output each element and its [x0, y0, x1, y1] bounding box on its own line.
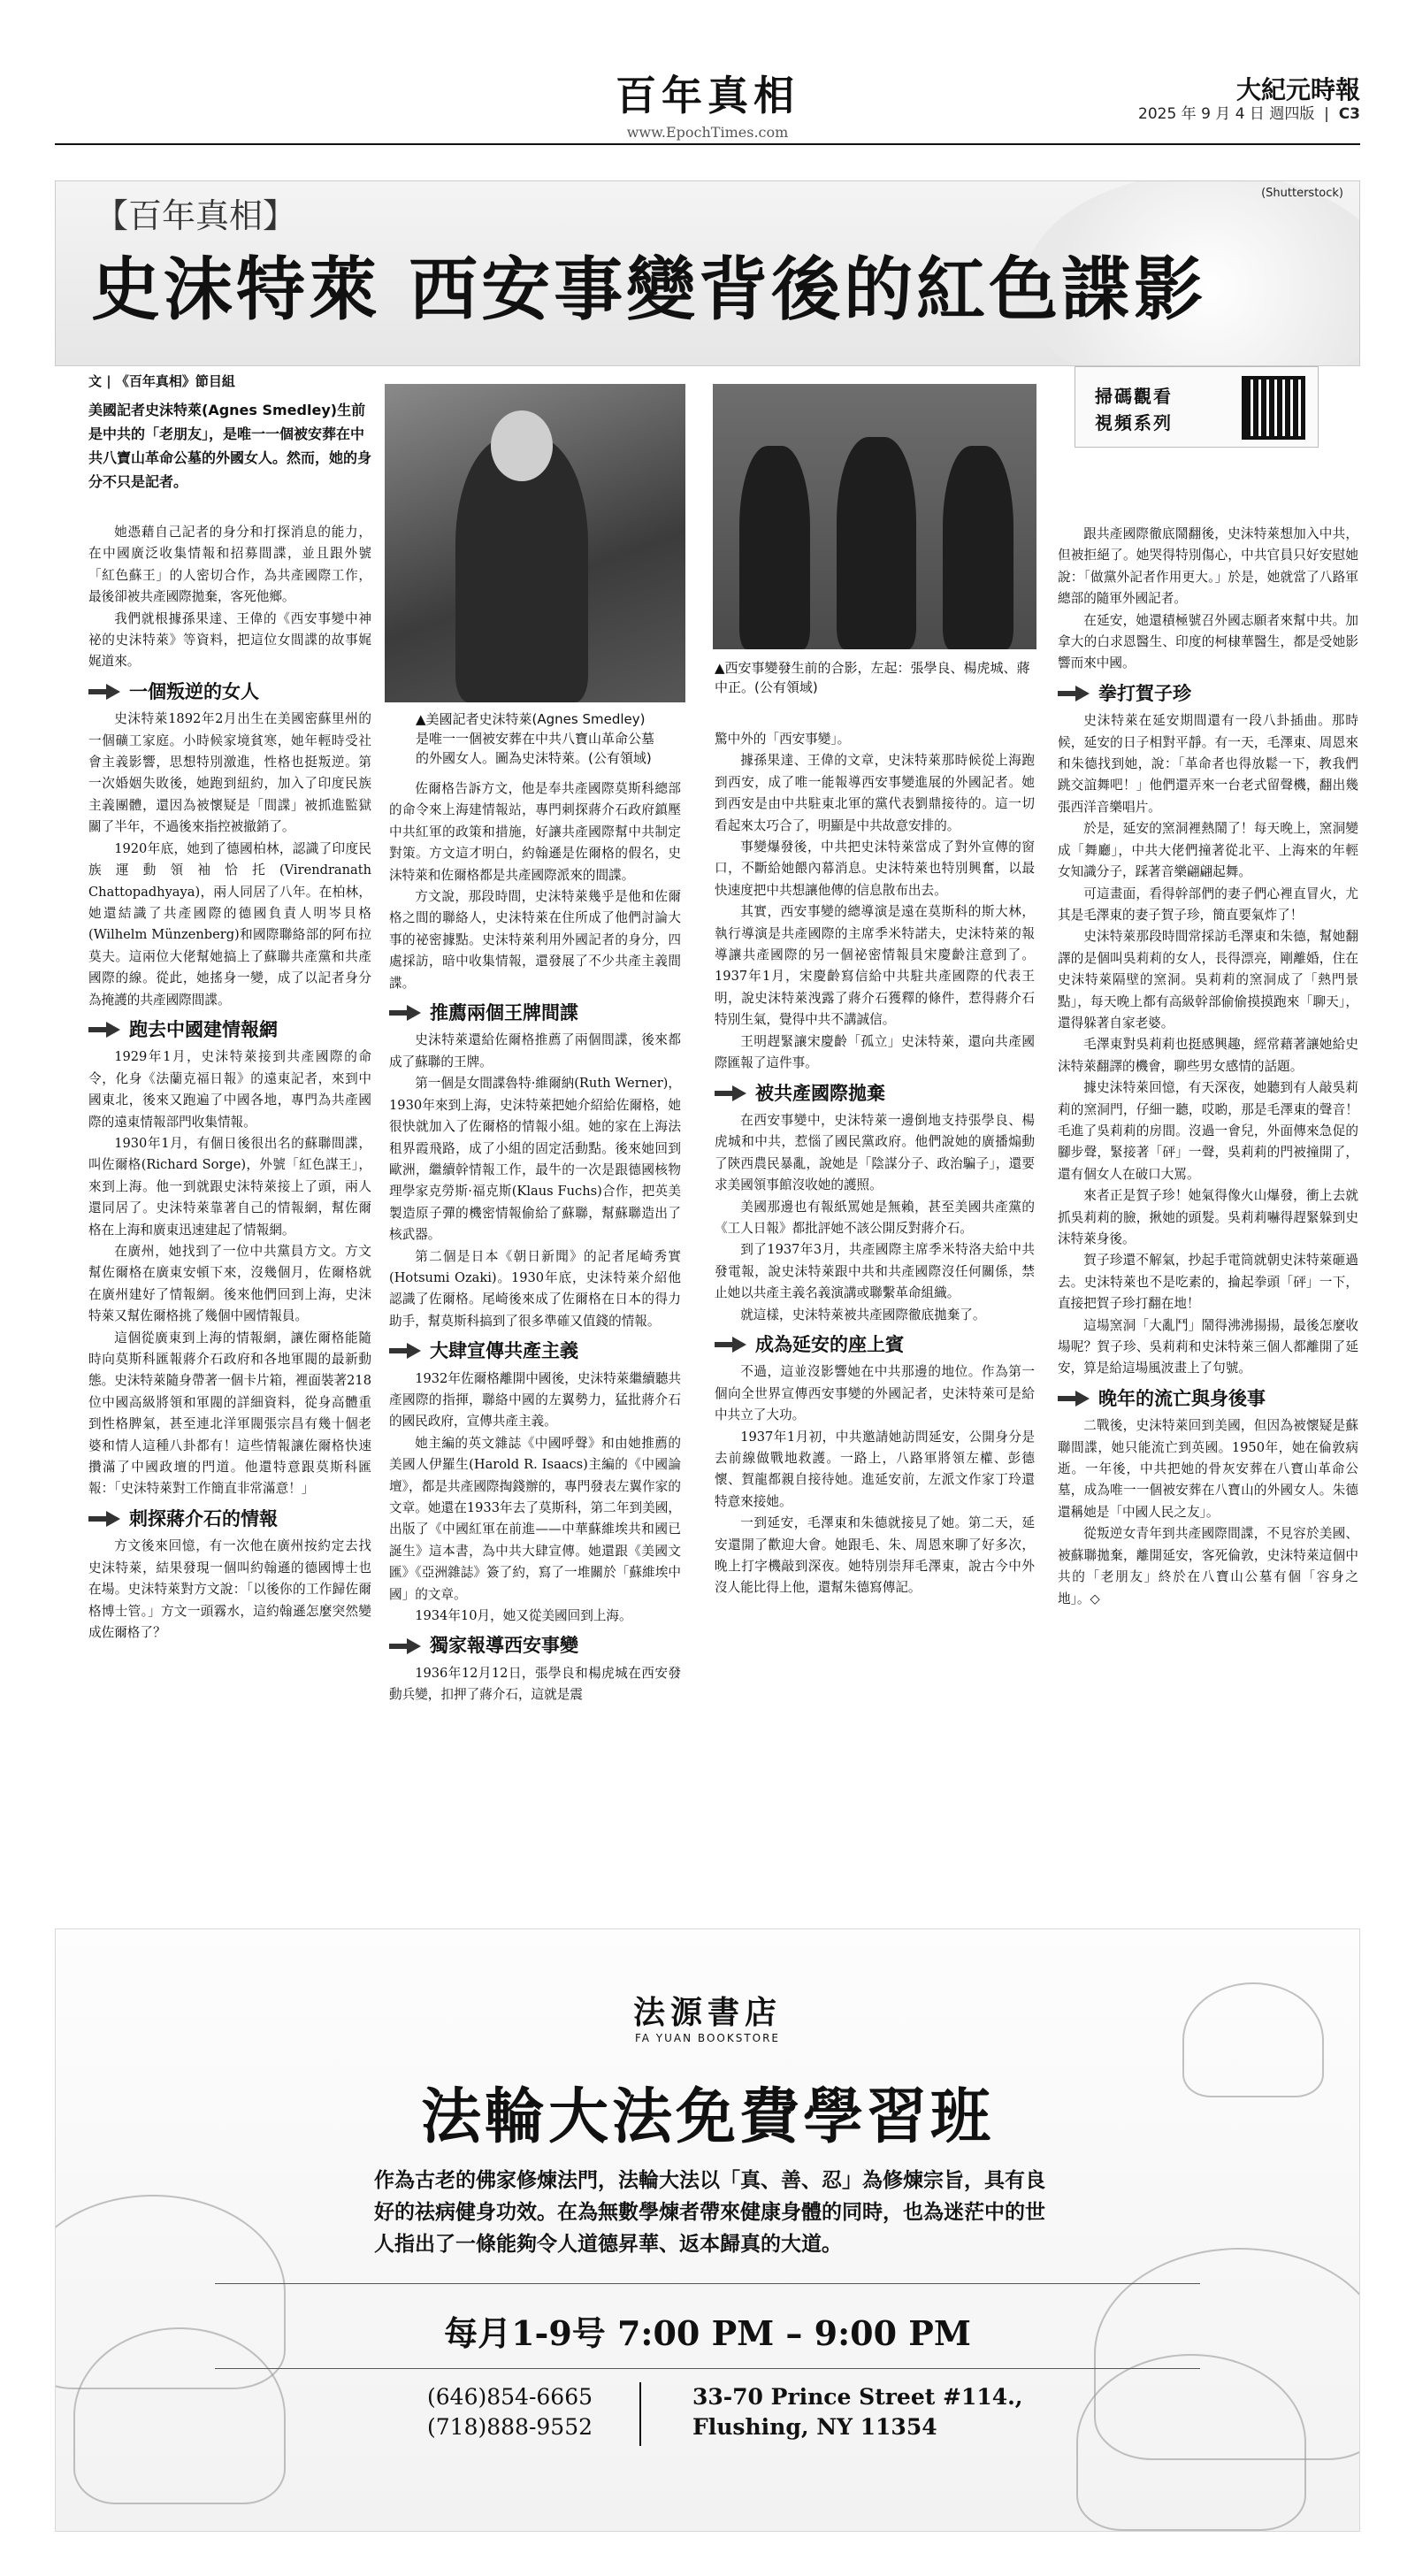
- paragraph: 在延安，她還積極號召外國志願者來幫中共。加拿大的白求恩醫生、印度的柯棣華醫生，都是受她影響而來中國。: [1058, 612, 1358, 671]
- paragraph: 方文後來回憶，有一次他在廣州按約定去找史沫特萊，結果發現一個叫約翰遜的德國博士也在場。史沫特萊對方文說：「以後你的工作歸佐爾格博士管。」方文一頭霧水，這約翰遜怎麼突然變成佐爾格了？: [88, 1538, 371, 1640]
- photo-xian-group: [713, 384, 1036, 649]
- arrow-icon: [389, 1343, 421, 1359]
- paragraph: 於是，延安的窯洞裡熱鬧了！每天晚上，窯洞變成「舞廳」，中共大佬們撞著從北平、上海來的年輕女知識分子，踩著音樂翩翩起舞。: [1058, 821, 1358, 880]
- arrow-icon: [88, 1022, 120, 1038]
- paragraph: 據孫果達、王偉的文章，史沫特萊那時候從上海跑到西安，成了唯一能報導西安事變進展的外國記者。她到西安是由中共駐東北軍的黨代表劉鼎接待的。這一切看起來太巧合了，明顯是中共故意安排的。: [715, 753, 1035, 833]
- paragraph: 不過，這並沒影響她在中共那邊的地位。作為第一個向全世界宣傳西安事變的外國記者，史沫特萊可是給中共立了大功。: [715, 1364, 1035, 1423]
- person-yang: [837, 437, 916, 649]
- person-head: [491, 410, 553, 481]
- paragraph: 佐爾格告訴方文，他是奉共產國際莫斯科總部的命令來上海建情報站，專門刺探蔣介石政府鎮壓中共紅軍的政策和措施，好讓共產國際幫中共制定對策。方文這才明白，約翰遜是佐爾格的假名，史沫特萊和佐爾格都是共產國際派來的間諜。: [389, 781, 681, 883]
- headline-banner: [55, 180, 1360, 366]
- video-promo-box[interactable]: [1075, 366, 1319, 448]
- arrow-icon: [715, 1085, 746, 1101]
- arrow-icon: [389, 1005, 421, 1021]
- paragraph: 1920年底，她到了德國柏林，認識了印度民族運動領袖恰托(Virendranath Chattopadhyaya)，兩人同居了八年。在柏林，她還結識了共產國際的德國負責人明岑貝格(Wilhelm Münzenberg)和國際聯絡部的阿布拉莫夫。這兩位大佬幫她搞上了蘇聯共產黨和共產國際的線。從此，她搖身一變，成了以記者身分為掩護的共產國際間諜。: [88, 840, 371, 1008]
- ad-title: 法輪大法免費學習班: [420, 2082, 994, 2152]
- arrow-icon: [389, 1638, 421, 1654]
- arrow-icon: [1058, 686, 1090, 702]
- subhead: [88, 1019, 371, 1040]
- paragraph: 史沫特萊那段時間常採訪毛澤東和朱德，幫她翻譯的是個叫吳莉莉的女人，長得漂亮，剛離婚，住在史沫特萊隔壁的窯洞。吳莉莉的窯洞成了「熱門景點」，每天晚上都有高級幹部偷偷摸摸跑來「聊天」，還得躲著自家老婆。: [1058, 929, 1358, 1031]
- paragraph: 我們就根據孫果達、王偉的《西安事變中神祕的史沫特萊》等資料，把這位女間諜的故事娓娓道來。: [88, 610, 371, 670]
- date-text: 2025 年 9 月 4 日 週四版: [1138, 105, 1315, 123]
- masthead-rule: [55, 143, 1360, 145]
- paragraph: 美國那邊也有報紙罵她是無賴，甚至美國共產黨的《工人日報》都批評她不該公開反對蔣介石。: [715, 1199, 1035, 1236]
- qr-code-icon[interactable]: [1242, 376, 1305, 440]
- headline: 史沫特萊 西安事變背後的紅色諜影: [91, 250, 1207, 330]
- person-chiang: [943, 446, 1013, 649]
- class-schedule: 每月1-9号 7:00 PM – 9:00 PM: [444, 2313, 971, 2353]
- subhead-text: 一個叛逆的女人: [129, 680, 259, 702]
- paragraph: 來者正是賀子珍！她氣得像火山爆發，衝上去就抓吳莉莉的臉，揪她的頭髮。吳莉莉嚇得趕緊躲到史沫特萊身後。: [1058, 1188, 1358, 1246]
- divider: [639, 2382, 641, 2446]
- promo-line-1: 掃碼觀看: [1095, 386, 1173, 407]
- paragraph: 就這樣，史沫特萊被共產國際徹底拋棄了。: [740, 1307, 986, 1322]
- ad-description: 作為古老的佛家修煉法門，法輪大法以「真、善、忍」為修煉宗旨，具有良好的祛病健身功效。在為無數學煉者帶來健康身體的同時，也為迷茫中的世人指出了一條能夠令人道德昇華、返本歸真的大道。: [374, 2169, 1045, 2256]
- subhead: [389, 1340, 681, 1361]
- paragraph: 第二個是日本《朝日新聞》的記者尾崎秀實(Hotsumi Ozaki)。1930年底，史沫特萊介紹他認識了佐爾格。尾崎後來成了佐爾格在日本的得力助手，幫莫斯科搞到了很多準確又值錢的情報。: [389, 1248, 681, 1329]
- phone-2[interactable]: (718)888-9552: [427, 2414, 593, 2440]
- paragraph: 這場窯洞「大亂鬥」鬧得沸沸揚揚，最後怎麼收場呢？賀子珍、吳莉莉和史沫特萊三個人都離開了延安，算是給這場風波畫上了句號。: [1058, 1317, 1358, 1376]
- bookstore-name: 法源書店: [632, 1994, 782, 2031]
- paragraph: 這個從廣東到上海的情報網，讓佐爾格能隨時向莫斯科匯報蔣介石政府和各地軍閥的最新動態。史沫特萊隨身帶著一個卡片箱，裡面裝著218位中國高級將領和軍閥的詳細資料，從身高體重到性格脾氣，甚至連北洋軍閥張宗昌有幾十個老婆和情人這種八卦都有！這些情報讓佐爾格快速攢滿了中國政壇的門道。他還特意跟莫斯科匯報：「史沫特萊對工作簡直非常滿意！」: [88, 1330, 371, 1497]
- paragraph: 一到延安，毛澤東和朱德就接見了她。第二天，延安還開了歡迎大會。她跟毛、朱、周恩來聊了好多次，晚上打字機敲到深夜。她特別崇拜毛澤東，說古今中外沒人能比得上他，還幫朱德寫傳記。: [715, 1515, 1035, 1596]
- photo-credit: (Shutterstock): [1261, 187, 1343, 200]
- subhead: [389, 1002, 681, 1024]
- subhead: [1058, 1388, 1358, 1409]
- issue-date: 2025 年 9 月 4 日 週四版 | C3: [1138, 105, 1360, 123]
- article-column-2: [389, 778, 681, 1909]
- person-zhang: [739, 446, 810, 649]
- paper-logo: 大紀元時報: [1235, 75, 1360, 104]
- subhead: [88, 1508, 371, 1530]
- paragraph: 她憑藉自己記者的身分和打探消息的能力，在中國廣泛收集情報和招募間諜，並且跟外號「紅色蘇王」的人密切合作，為共產國際工作，最後卻被共產國際拋棄，客死他鄉。: [88, 525, 371, 605]
- subhead-text: 被共產國際拋棄: [755, 1082, 885, 1104]
- paragraph: 1932年佐爾格離開中國後，史沫特萊繼續聽共產國際的指揮，聯絡中國的左翼勢力，猛批蔣介石的國民政府，宣傳共產主義。: [389, 1370, 681, 1430]
- subhead-text: 跑去中國建情報網: [129, 1018, 278, 1040]
- paragraph: 史沫特萊在延安期間還有一段八卦插曲。那時候，延安的日子相對平靜。有一天，毛澤東、周恩來和朱德找到她，說：「革命者也得放鬆一下，教我們跳交誼舞吧！」他們還弄來一台老式留聲機，翻出幾張西洋音樂唱片。: [1058, 713, 1358, 815]
- masthead: [0, 0, 1415, 141]
- subhead-text: 晚年的流亡與身後事: [1098, 1387, 1266, 1409]
- subhead-text: 大肆宣傳共產主義: [430, 1340, 578, 1362]
- paragraph: 從叛逆女青年到共產國際間諜，不見容於美國、被蘇聯拋棄，離開延安，客死倫敦，史沫特萊這個中共的「老朋友」終於在八寶山公墓有個「容身之地」。◇: [1058, 1526, 1358, 1606]
- paragraph: 1929年1月，史沫特萊接到共產國際的命令，化身《法蘭克福日報》的遠東記者，來到中國東北，後來又跑遍了中國各地，專門為共產國際的遠東情報部門收集情報。: [88, 1049, 371, 1130]
- byline: 文 | 《百年真相》節目組: [88, 373, 235, 389]
- subhead: [88, 681, 371, 702]
- arrow-icon: [88, 1511, 120, 1527]
- paragraph: 毛澤東對吳莉莉也挺感興趣，經常藉著讓她給史沫特萊翻譯的機會，聊些男女感情的話題。: [1058, 1037, 1358, 1074]
- video-promo-text: [1095, 383, 1173, 436]
- arrow-icon: [715, 1337, 746, 1353]
- site-url[interactable]: www.EpochTimes.com: [626, 124, 789, 141]
- paragraph: 在廣州，她找到了一位中共黨員方文。方文幫佐爾格在廣東安頓下來，沒幾個月，佐爾格就在廣州建好了情報網。後來他們回到上海，史沫特萊又幫佐爾格挑了幾個中國情報員。: [88, 1244, 371, 1324]
- paragraph: 她主編的英文雜誌《中國呼聲》和由她推薦的美國人伊羅生(Harold R. Isaacs)主編的《中國論壇》，都是共產國際掏錢辦的，專門發表左翼作家的文章。她還在1933年去了莫斯科，第二年到美國，出版了《中國紅軍在前進——中華蘇維埃共和國已誕生》這本書，為中共大肆宣傳。她還跟《美國文匯》《亞洲雜誌》簽了約，寫了一堆關於「蘇維埃中國」的文章。: [389, 1435, 681, 1602]
- phone-1[interactable]: (646)854-6665: [427, 2384, 593, 2410]
- subhead-text: 推薦兩個王牌間諜: [430, 1002, 578, 1024]
- divider: [215, 2283, 1200, 2284]
- paragraph: 跟共產國際徹底鬧翻後，史沫特萊想加入中共，但被拒絕了。她哭得特別傷心，中共官員只好安慰她說：「做黨外記者作用更大。」於是，她就當了八路軍總部的隨軍外國記者。: [1058, 526, 1358, 607]
- paragraph: 可這畫面，看得幹部們的妻子們心裡直冒火，尤其是毛澤東的妻子賀子珍，簡直要氣炸了！: [1058, 886, 1358, 923]
- paragraph: 賀子珍還不解氣，抄起手電筒就朝史沫特萊砸過去。史沫特萊也不是吃素的，掄起拳頭「砰」一下，直接把賀子珍打翻在地！: [1058, 1253, 1358, 1312]
- address: [692, 2382, 1023, 2442]
- subhead: [1058, 683, 1358, 704]
- subhead-text: 拳打賀子珍: [1098, 682, 1191, 704]
- paragraph: 方文說，那段時間，史沫特萊幾乎是他和佐爾格之間的聯絡人，史沫特萊在住所成了他們討論大事的祕密據點。史沫特萊利用外國記者的身分，四處採訪，暗中收集情報，還發展了不少共產主義間諜。: [389, 889, 681, 991]
- address-line-2: Flushing, NY 11354: [692, 2414, 937, 2440]
- page-number: C3: [1338, 105, 1360, 123]
- lead-paragraph: 美國記者史沫特萊(Agnes Smedley)生前是中共的「老朋友」，是唯一一個被安葬在中共八寶山革命公墓的外國女人。然而，她的身分不只是記者。: [88, 402, 372, 490]
- article-column-1: [88, 522, 371, 1909]
- photo-smedley-caption: ▲美國記者史沫特萊(Agnes Smedley)是唯一一個被安葬在中共八寶山革命公墓的外國女人。圖為史沫特萊。(公有領域): [416, 711, 655, 766]
- subhead-text: 刺探蔣介石的情報: [129, 1507, 278, 1530]
- phone-numbers: [427, 2382, 593, 2442]
- subhead: [715, 1334, 1035, 1355]
- paragraph: 1937年1月初，中共邀請她訪問延安，公開身分是去前線做戰地救護。一路上，八路軍將領左權、彭德懷、賀龍都親自接待她。進延安前，左派文作家丁玲還特意來接她。: [715, 1429, 1035, 1509]
- bookstore-advertisement: [55, 1928, 1360, 2532]
- article-column-4: [1058, 524, 1358, 1909]
- bookstore-name-en: FA YUAN BOOKSTORE: [634, 2032, 781, 2044]
- photo-xian-caption: ▲西安事變發生前的合影，左起：張學良、楊虎城、蔣中正。(公有領域): [715, 660, 1030, 695]
- photo-smedley: [385, 384, 685, 702]
- subhead-text: 獨家報導西安事變: [430, 1635, 578, 1657]
- subhead: [715, 1083, 1035, 1104]
- paragraph: 二戰後，史沫特萊回到美國，但因為被懷疑是蘇聯間諜，她只能流亡到英國。1950年，她在倫敦病逝。一年後，中共把她的骨灰安葬在八寶山革命公墓，成為唯一一個被安葬在八寶山的外國女人。朱德還稱她是「中國人民之友」。: [1058, 1418, 1358, 1520]
- paragraph: 到了1937年3月，共產國際主席季米特洛夫給中共發電報，說史沫特萊跟中共和共產國際沒任何關係，禁止她以共產主義名義演講或聯繫革命組織。: [715, 1242, 1035, 1301]
- article-column-3: [715, 729, 1035, 1909]
- section-name: 百年真相: [616, 72, 799, 119]
- paragraph: 其實，西安事變的總導演是遠在莫斯科的斯大林，執行導演是共產國際的主席季米特諾夫，史沫特萊的報導讓共產國際的另一個祕密情報員宋慶齡注意到了。1937年1月，宋慶齡寫信給中共駐共產國際的代表王明，說史沫特萊洩露了蔣介石獲釋的條件，惹得蔣介石特別生氣，覺得中共不講誠信。: [715, 904, 1035, 1028]
- subhead-text: 成為延安的座上賓: [755, 1333, 904, 1355]
- paragraph: 1930年1月，有個日後很出名的蘇聯間諜，叫佐爾格(Richard Sorge)，外號「紅色謀王」，來到上海。他一到就跟史沫特萊接上了頭，兩人還同居了。史沫特萊靠著自己的情報網，幫佐爾格在上海和廣東迅速建起了情報網。: [88, 1135, 371, 1238]
- promo-line-2: 視頻系列: [1095, 412, 1173, 433]
- arrow-icon: [1058, 1391, 1090, 1407]
- paragraph: 第一個是女間諜魯特·維爾納(Ruth Werner)，1930年來到上海，史沫特萊把她介紹給佐爾格，她很快就加入了佐爾格的情報小組。她的家在上海法租界霞飛路，成了小組的固定活動點。後來她回到歐洲，繼續幹情報工作，最牛的一次是跟德國核物理學家克勞斯·福克斯(Klaus Fuchs)合作，把英美製造原子彈的機密情報偷給了蘇聯，幫蘇聯造出了核武器。: [389, 1076, 681, 1243]
- paragraph: 史沫特萊1892年2月出生在美國密蘇里州的一個礦工家庭。小時候家境貧寒，她年輕時受社會主義影響，思想特別激進，性格也挺叛逆。第一次婚姻失敗後，她跑到紐約，加入了印度民族主義團體，還因為被懷疑是「間諜」被抓進監獄關了半年，不過後來指控被撤銷了。: [88, 711, 371, 835]
- subhead: [389, 1635, 681, 1656]
- paragraph: 王明趕緊讓宋慶齡「孤立」史沫特萊，還向共產國際匯報了這件事。: [715, 1033, 1035, 1071]
- arrow-icon: [88, 684, 120, 700]
- paragraph: 據史沫特萊回憶，有天深夜，她聽到有人敲吳莉莉的窯洞門，仔細一聽，哎喲，那是毛澤東的聲音！毛進了吳莉莉的房間。沒過一會兒，外面傳來急促的腳步聲，緊接著「砰」一聲，吳莉莉的門被撞開了，還有個女人在破口大罵。: [1058, 1080, 1358, 1182]
- lotus-decoration: [1076, 2354, 1306, 2531]
- paragraph: 史沫特萊還給佐爾格推薦了兩個間諜，後來都成了蘇聯的王牌。: [389, 1032, 681, 1070]
- paragraph: 事變爆發後，中共把史沫特萊當成了對外宣傳的窗口，不斷給她餵內幕消息。史沫特萊也特別興奮，以最快速度把中共想讓他傳的信息散布出去。: [715, 840, 1035, 898]
- divider: [215, 2368, 1200, 2369]
- kicker: 【百年真相】: [95, 196, 297, 235]
- paragraph: 在西安事變中，史沫特萊一邊倒地支持張學良、楊虎城和中共，惹惱了國民黨政府。他們說她的廣播煽動了陝西農民暴亂，說她是「陰謀分子、政治騙子」，還要求美國領事館沒收她的護照。: [715, 1112, 1035, 1193]
- paragraph: 1934年10月，她又從美國回到上海。: [415, 1608, 632, 1624]
- address-line-1: 33-70 Prince Street #114.,: [692, 2384, 1023, 2410]
- paragraph: 1936年12月12日，張學良和楊虎城在西安發動兵變，扣押了蔣介石，這就是震: [389, 1665, 681, 1703]
- paragraph: 驚中外的「西安事變」。: [715, 732, 851, 747]
